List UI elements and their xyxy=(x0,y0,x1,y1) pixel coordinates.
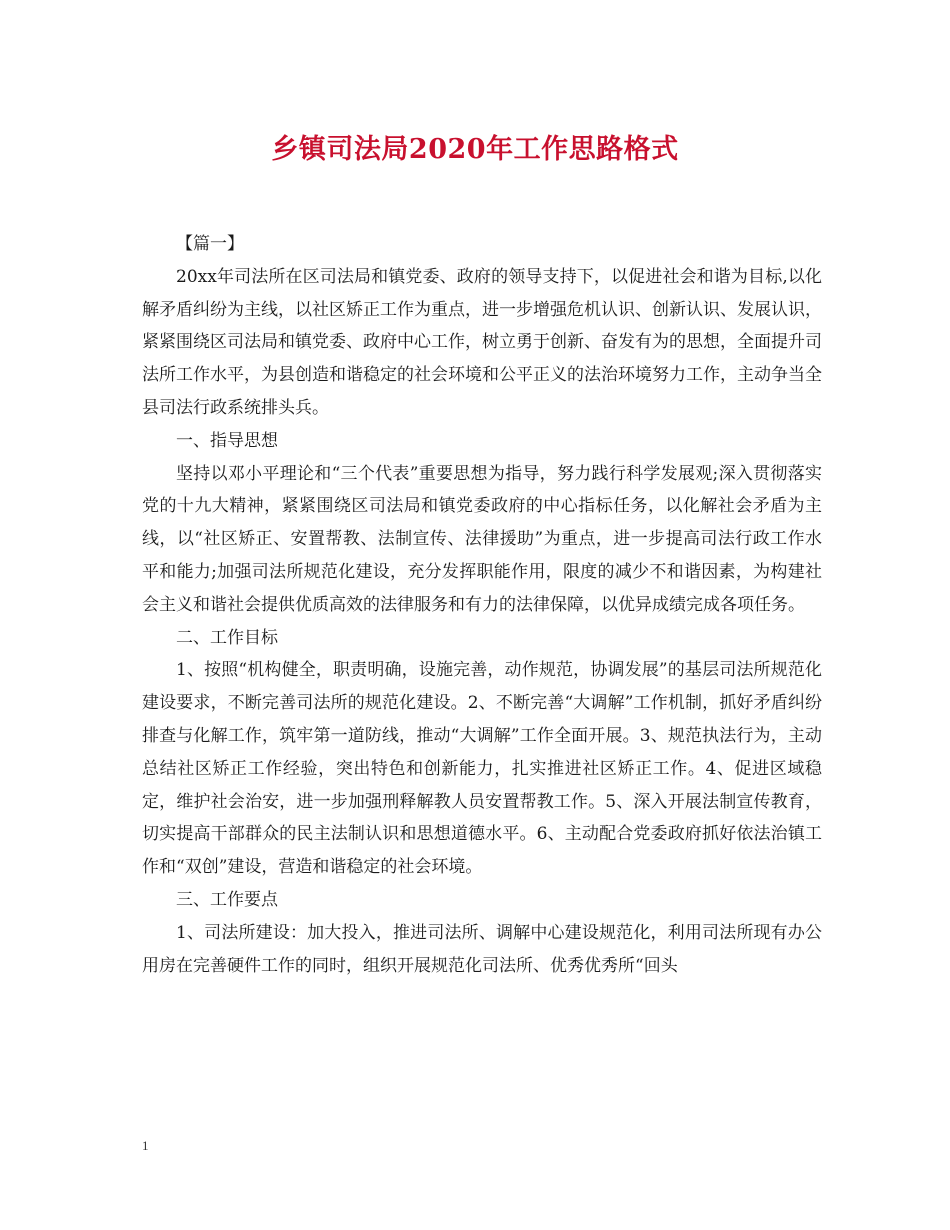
heading-work-points: 三、工作要点 xyxy=(176,889,278,910)
work-points-paragraph: 1、司法所建设：加大投入，推进司法所、调解中心建设规范化，利用司法所现有办公用房在完善硬件工作的同时，组织开展规范化司法所、优秀优秀所“回头 xyxy=(142,922,822,976)
document-title: 乡镇司法局2020年工作思路格式 xyxy=(271,134,679,165)
heading-guiding-ideology: 一、指导思想 xyxy=(176,430,278,451)
intro-paragraph: 20xx年司法所在区司法局和镇党委、政府的领导支持下，以促进社会和谐为目标,以化解矛盾纠纷为主线，以社区矫正工作为重点，进一步增强危机认识、创新认识、发展认识，紧紧围绕区司法局和镇党委、政府中心工作，树立勇于创新、奋发有为的思想，全面提升司法所工作水平，为县创造和谐稳定的社会环境和公平正义的法治环境努力工作，主动争当全县司法行政系统排头兵。 xyxy=(142,266,822,418)
section-label-part-one: 【篇一】 xyxy=(176,234,244,254)
work-goals-paragraph: 1、按照“机构健全，职责明确，设施完善，动作规范，协调发展”的基层司法所规范化建设要求，不断完善司法所的规范化建设。2、不断完善“大调解”工作机制，抓好矛盾纠纷排查与化解工作，筑牢第一道防线，推动“大调解”工作全面开展。3、规范执法行为，主动总结社区矫正工作经验，突出特色和创新能力，扎实推进社区矫正工作。4、促进区域稳定，维护社会治安，进一步加强刑释解教人员安置帮教工作。5、深入开展法制宣传教育，切实提高干部群众的民主法制认识和思想道德水平。6、主动配合党委政府抓好依法治镇工作和“双创”建设，营造和谐稳定的社会环境。 xyxy=(142,660,822,878)
heading-work-goals: 二、工作目标 xyxy=(176,627,278,648)
guiding-ideology-paragraph: 坚持以邓小平理论和“三个代表”重要思想为指导，努力践行科学发展观;深入贯彻落实党的十九大精神，紧紧围绕区司法局和镇党委政府的中心指标任务，以化解社会矛盾为主线，以“社区矫正、安置帮教、法制宣传、法律援助”为重点，进一步提高司法行政工作水平和能力;加强司法所规范化建设，充分发挥职能作用，限度的减少不和谐因素，为构建社会主义和谐社会提供优质高效的法律服务和有力的法律保障，以优异成绩完成各项任务。 xyxy=(142,463,822,615)
document-body xyxy=(142,228,822,982)
page-number: 1 xyxy=(142,1138,149,1153)
